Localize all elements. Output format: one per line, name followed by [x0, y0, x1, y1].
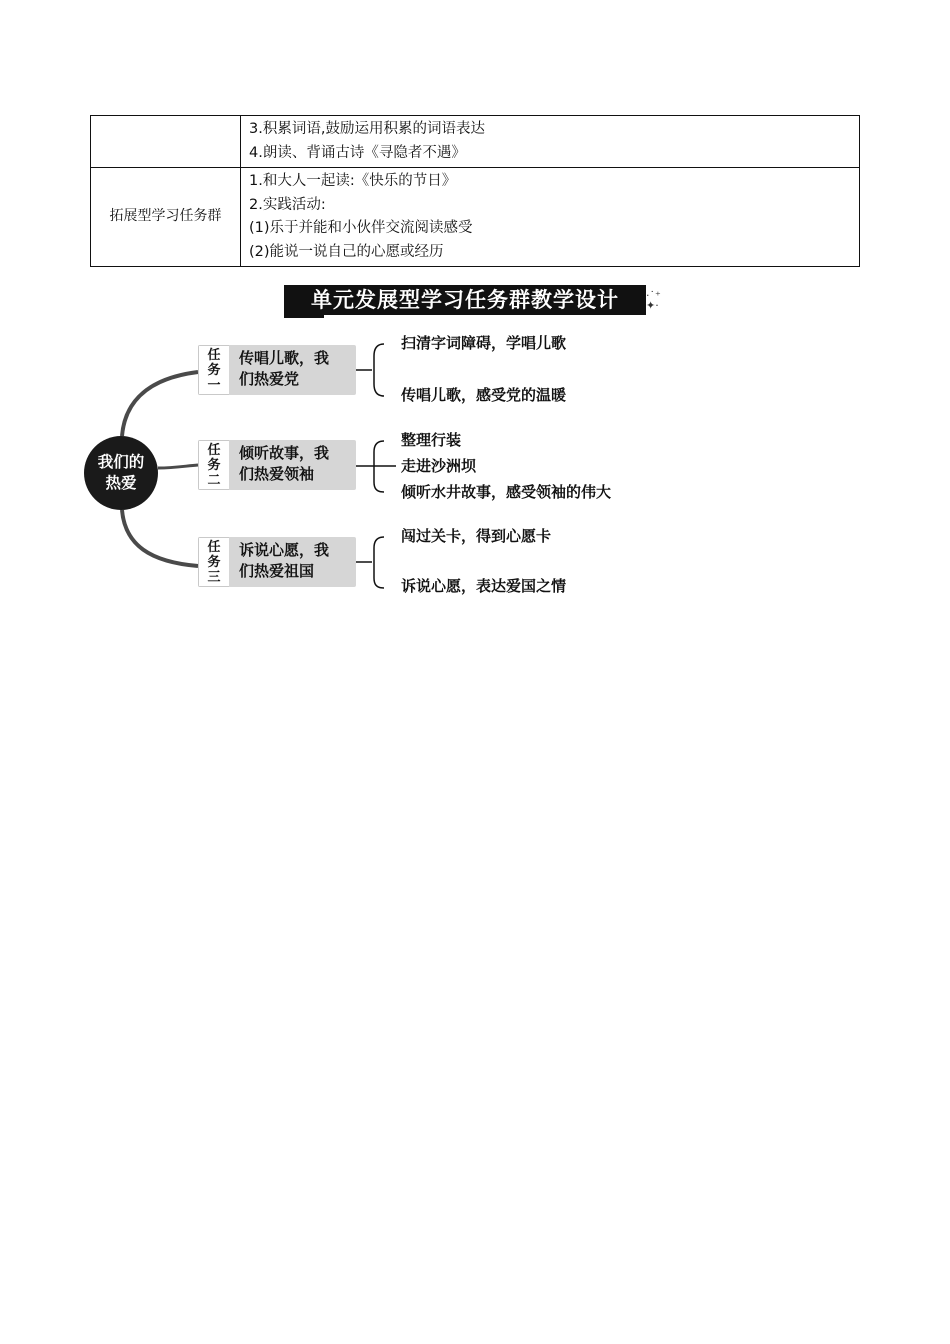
task-title-line: 们热爱党: [239, 370, 300, 388]
table-line: 2.实践活动:: [249, 196, 326, 213]
task-title: [229, 537, 356, 587]
sparkle-icon: ·˙⁺ ✦·: [646, 289, 661, 312]
task-label-char: 务: [207, 554, 221, 570]
branch-line-task-2: [158, 465, 198, 468]
task-label-char: 三: [207, 569, 221, 585]
branch-line-task-3: [122, 510, 198, 566]
task-leaf: 闯过关卡，得到心愿卡: [401, 527, 552, 545]
root-line: 热爱: [105, 474, 137, 492]
task-title: [229, 345, 356, 395]
table-category-label: 拓展型学习任务群: [109, 208, 222, 225]
bracket-task-2: [356, 441, 396, 492]
task-leaf: 走进沙洲坝: [401, 457, 477, 475]
task-label-char: 一: [207, 377, 221, 393]
table-line: (1)乐于并能和小伙伴交流阅读感受: [249, 220, 473, 236]
task-title: [229, 440, 356, 490]
task-leaf: 倾听水井故事，感受领袖的伟大: [401, 483, 612, 501]
task-leaf: 整理行装: [401, 431, 462, 449]
branch-line-task-1: [122, 372, 198, 436]
bracket-task-1: [356, 344, 384, 396]
mindmap-root-node: [84, 436, 158, 510]
task-label: [198, 537, 229, 587]
task-leaf: 传唱儿歌，感受党的温暖: [401, 386, 567, 404]
task-label-char: 任: [207, 347, 221, 363]
task-label-char: 任: [207, 539, 221, 555]
task-title-line: 诉说心愿，我: [239, 541, 330, 559]
task-node-2: [198, 440, 356, 490]
task-label-char: 务: [207, 457, 221, 473]
bracket-task-3: [356, 537, 384, 588]
task-node-1: [198, 345, 356, 395]
task-label: [198, 345, 229, 395]
task-title-line: 传唱儿歌，我: [239, 349, 330, 367]
mindmap-title: 单元发展型学习任务群教学设计: [284, 285, 646, 315]
task-title-line: 们热爱领袖: [239, 465, 315, 483]
task-title-line: 倾听故事，我: [239, 444, 330, 462]
task-label: [198, 440, 229, 490]
table-line: 3.积累词语,鼓励运用积累的词语表达: [249, 121, 485, 137]
table-line: (2)能说一说自己的心愿或经历: [249, 243, 444, 260]
task-leaf: 扫清字词障碍，学唱儿歌: [401, 334, 567, 352]
task-leaf: 诉说心愿，表达爱国之情: [401, 577, 567, 595]
table-line: 1.和大人一起读:《快乐的节日》: [249, 173, 457, 189]
task-label-char: 务: [207, 362, 221, 378]
root-line: 我们的: [97, 453, 145, 471]
task-node-3: [198, 537, 356, 587]
task-label-char: 二: [207, 472, 221, 488]
table-line: 4.朗读、背诵古诗《寻隐者不遇》: [249, 144, 466, 161]
task-title-line: 们热爱祖国: [239, 562, 315, 580]
task-label-char: 任: [207, 442, 221, 458]
